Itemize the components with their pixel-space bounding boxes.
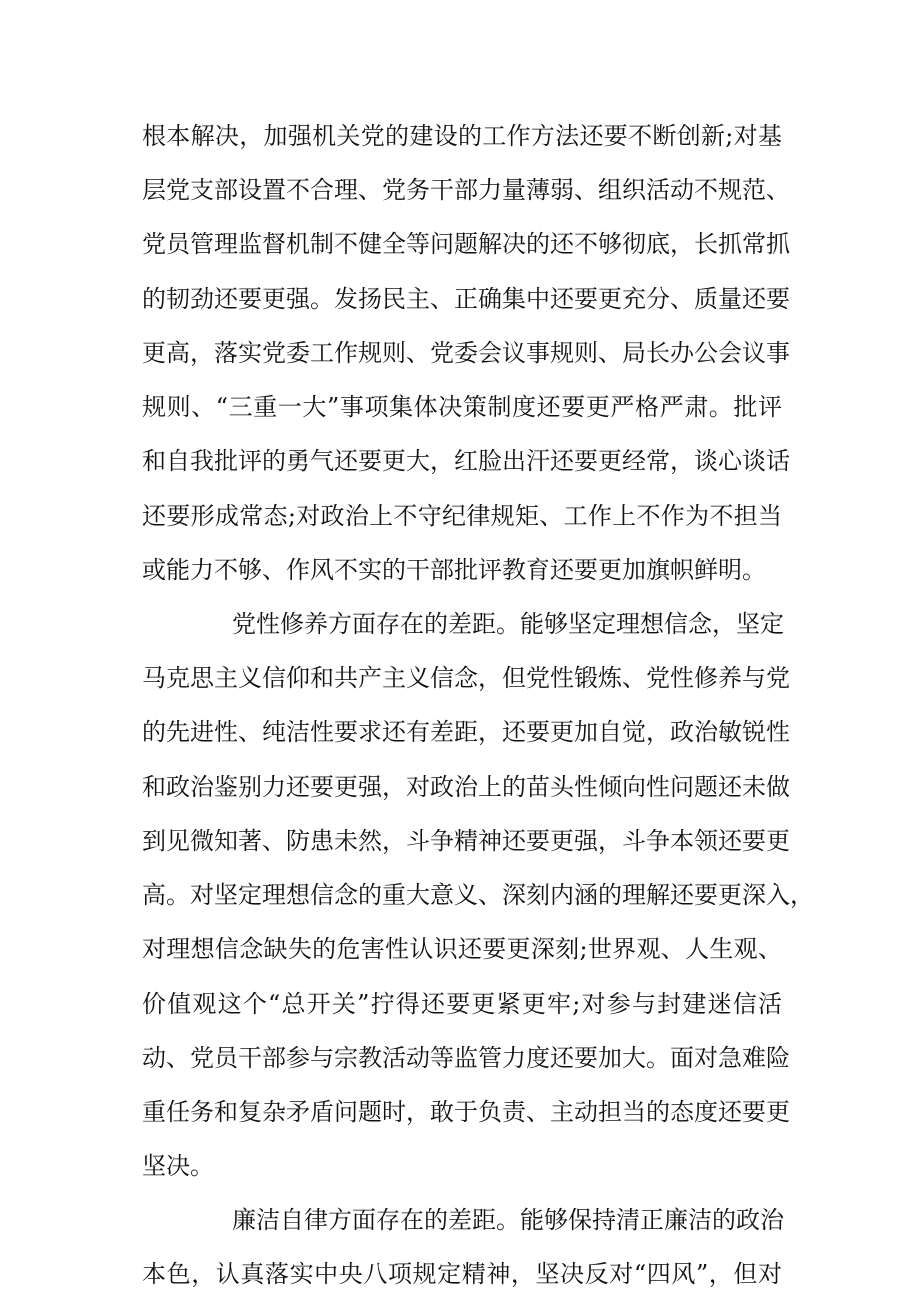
text-line: 对理想信念缺失的危害性认识还要更深刻;世界观、人生观、: [142, 935, 782, 963]
text-line: 动、党员干部参与宗教活动等监管力度还要加大。面对急难险: [142, 1044, 790, 1072]
text-line: 的韧劲还要更强。发扬民主、正确集中还要更充分、质量还要: [142, 285, 790, 313]
text-line: 更高，落实党委工作规则、党委会议事规则、局长办公会议事: [142, 339, 790, 367]
text-line: 马克思主义信仰和共产主义信念，但党性锻炼、党性修养与党: [142, 664, 790, 692]
text-line: 重任务和复杂矛盾问题时，敢于负责、主动担当的态度还要更: [142, 1098, 790, 1126]
text-line: 和自我批评的勇气还要更大，红脸出汗还要更经常，谈心谈话: [142, 447, 790, 475]
text-line: 价值观这个“总开关”拧得还要更紧更牢;对参与封建迷信活: [142, 990, 782, 1018]
text-line: 规则、“三重一大”事项集体决策制度还要更严格严肃。批评: [142, 393, 782, 421]
text-line: 或能力不够、作风不实的干部批评教育还要更加旗帜鲜明。: [142, 556, 766, 584]
text-line: 还要形成常态;对政治上不守纪律规矩、工作上不作为不担当: [142, 502, 782, 530]
text-line: 本色，认真落实中央八项规定精神，坚决反对“四风”，但对: [142, 1260, 782, 1288]
text-line: 到见微知著、防患未然，斗争精神还要更强，斗争本领还要更: [142, 827, 790, 855]
text-line: 党性修养方面存在的差距。能够坚定理想信念，坚定: [232, 610, 784, 638]
text-line: 的先进性、纯洁性要求还有差距，还要更加自觉，政治敏锐性: [142, 718, 790, 746]
text-line: 高。对坚定理想信念的重大意义、深刻内涵的理解还要更深入，: [142, 881, 814, 909]
text-line: 层党支部设置不合理、党务干部力量薄弱、组织活动不规范、: [142, 176, 790, 204]
text-line: 党员管理监督机制不健全等问题解决的还不够彻底，长抓常抓: [142, 230, 790, 258]
text-line: 廉洁自律方面存在的差距。能够保持清正廉洁的政治: [232, 1206, 784, 1234]
text-line: 根本解决，加强机关党的建设的工作方法还要不断创新;对基: [142, 122, 782, 150]
text-line: 坚决。: [142, 1152, 214, 1180]
text-line: 和政治鉴别力还要更强，对政治上的苗头性倾向性问题还未做: [142, 773, 790, 801]
